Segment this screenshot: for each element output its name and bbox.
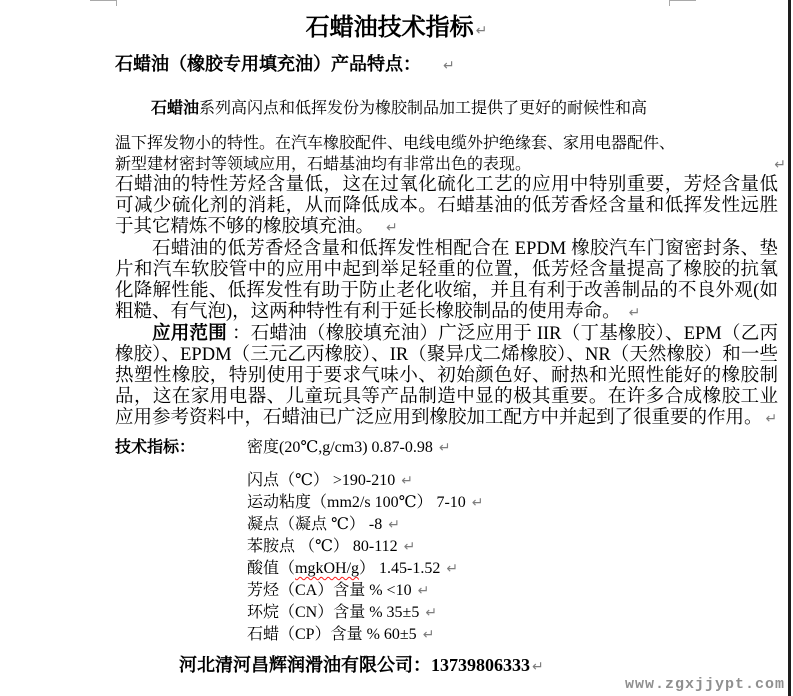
window-edge-line [788,0,791,696]
paragraph-epdm-application-text: 石蜡油的低芳香烃含量和低挥发性相配合在 EPDM 橡胶汽车门窗密封条、垫片和汽车软胶管中的应用中起到举足轻重的位置，低芳烃含量提高了橡胶的抗氧化降解性能、低挥发性有助于防止老化收缩，并且有利于改善制品的不良外观(如粗糙、有气泡)，这两种特性有利于延长橡胶制品的使用寿命。 [115,239,778,322]
paragraph-mark-icon: ↵ [422,627,435,643]
spec-row-acid-value-post: ） 1.45-1.52 [359,560,441,577]
technical-specs-label: 技术指标： [115,439,196,456]
document-title: 石蜡油技术指标 [305,15,474,41]
paragraph-mark-icon: ↵ [401,473,413,489]
paragraph-intro-line-2: 温下挥发物小的特性。在汽车橡胶配件、电线电缆外护绝缘套、家用电器配件、 [115,135,676,152]
paragraph-application-scope-text: ：石蜡油（橡胶填充油）广泛应用于 IIR（丁基橡胶）、EPM（乙丙橡胶）、EPDM（三元乙丙橡胶）、IR（聚异戊二烯橡胶）、NR（天然橡胶）和一些热塑性橡胶，特别使用于要求气味小、初始颜色好、耐热和光照性能好的橡胶制品，这在家用电器、儿童玩具等产品制造中显的极其重要。在许多合成橡胶工业应用参考资料中，石蜡油已广泛应用到橡胶加工配方中并起到了很重要的作用。 [115,324,778,428]
site-watermark: www.zgxjjypt.com [624,676,785,693]
paragraph-application-scope [115,324,778,430]
spec-row-aromatic-ca-text: 芳烃（CA）含量 % <10 [247,582,412,599]
paragraph-mark-icon: ↵ [532,659,544,675]
paragraph-mark-icon: ↵ [446,561,459,577]
spec-row-viscosity [247,492,484,514]
spec-row-density-text: 密度(20℃,g/cm3) 0.87-0.98 [247,439,433,456]
paragraph-mark-icon: ↵ [417,583,430,599]
paragraph-mark-icon: ↵ [438,440,451,456]
spec-row-density [247,437,484,459]
spec-row-acid-value-pre: 酸值（ [247,560,296,577]
section-heading: 石蜡油（橡胶专用填充油）产品特点： [115,54,421,74]
technical-specs-section [115,437,778,646]
section-heading-line [115,54,778,77]
spec-row-aniline-point [247,536,484,558]
paragraph-intro-bold-lead: 石蜡油 [151,100,200,117]
paragraph-aromatic-content [115,175,778,239]
text-boundary-mark-left [90,0,117,6]
paragraph-epdm-application [115,239,778,324]
paragraph-intro-line-3-text: 新型建材密封等领域应用，石蜡基油均有非常出色的表现。 [115,156,532,173]
spec-row-flash-point-text: 闪点（℃） >190-210 [247,472,396,489]
spec-row-acid-value [247,558,484,580]
paragraph-intro [115,98,786,175]
spec-row-aromatic-ca [247,580,484,602]
spec-row-paraffin-cp [247,624,484,646]
paragraph-aromatic-content-text: 石蜡油的特性芳烃含量低，这在过氧化硫化工艺的应用中特别重要，芳烃含量低可减少硫化剂的消耗，从而降低成本。石蜡基油的低芳香烃含量和低挥发性远胜于其它精炼不够的橡胶填充油。 [115,175,778,237]
technical-specs-rows [247,437,484,646]
paragraph-mark-icon: ↵ [386,220,398,236]
spec-row-viscosity-text: 运动粘度（mm2/s 100℃） 7-10 [247,494,466,511]
paragraph-mark-icon: ↵ [425,605,438,621]
paragraph-intro-line-3 [115,154,786,175]
paragraph-mark-icon: ↵ [471,495,484,511]
paragraph-mark-icon: ↵ [475,23,488,39]
spec-row-flash-point [247,470,484,492]
spec-row-pour-point-text: 凝点（凝点 ℃） -8 [247,516,383,533]
spec-row-naphthene-cn [247,602,484,624]
application-scope-bold-lead: 应用范围 [152,324,227,344]
company-phone-text: 河北清河昌辉润滑油有限公司：13739806333 [179,655,530,675]
paragraph-intro-line-1-text: 系列高闪点和低挥发份为橡胶制品加工提供了更好的耐候性和高 [199,100,648,117]
paragraph-intro-line-1 [115,98,778,119]
paragraph-mark-icon: ↵ [403,539,416,555]
text-column [115,0,786,679]
spec-row-aniline-point-text: 苯胺点 （℃） 80-112 [247,538,398,555]
spec-row-paraffin-cp-text: 石蜡（CP）含量 % 60±5 [247,626,417,643]
paragraph-mark-icon: ↵ [628,305,641,321]
spec-row-pour-point [247,514,484,536]
paragraph-mark-icon: ↵ [443,58,455,74]
spec-row-naphthene-cn-text: 环烷（CN）含量 % 35±5 [247,604,420,621]
paragraph-mark-icon: ↵ [774,157,786,173]
paragraph-mark-icon: ↵ [388,517,400,533]
spellcheck-underlined-text: mgkOH/g [295,560,360,577]
paragraph-mark-icon: ↵ [765,411,778,427]
